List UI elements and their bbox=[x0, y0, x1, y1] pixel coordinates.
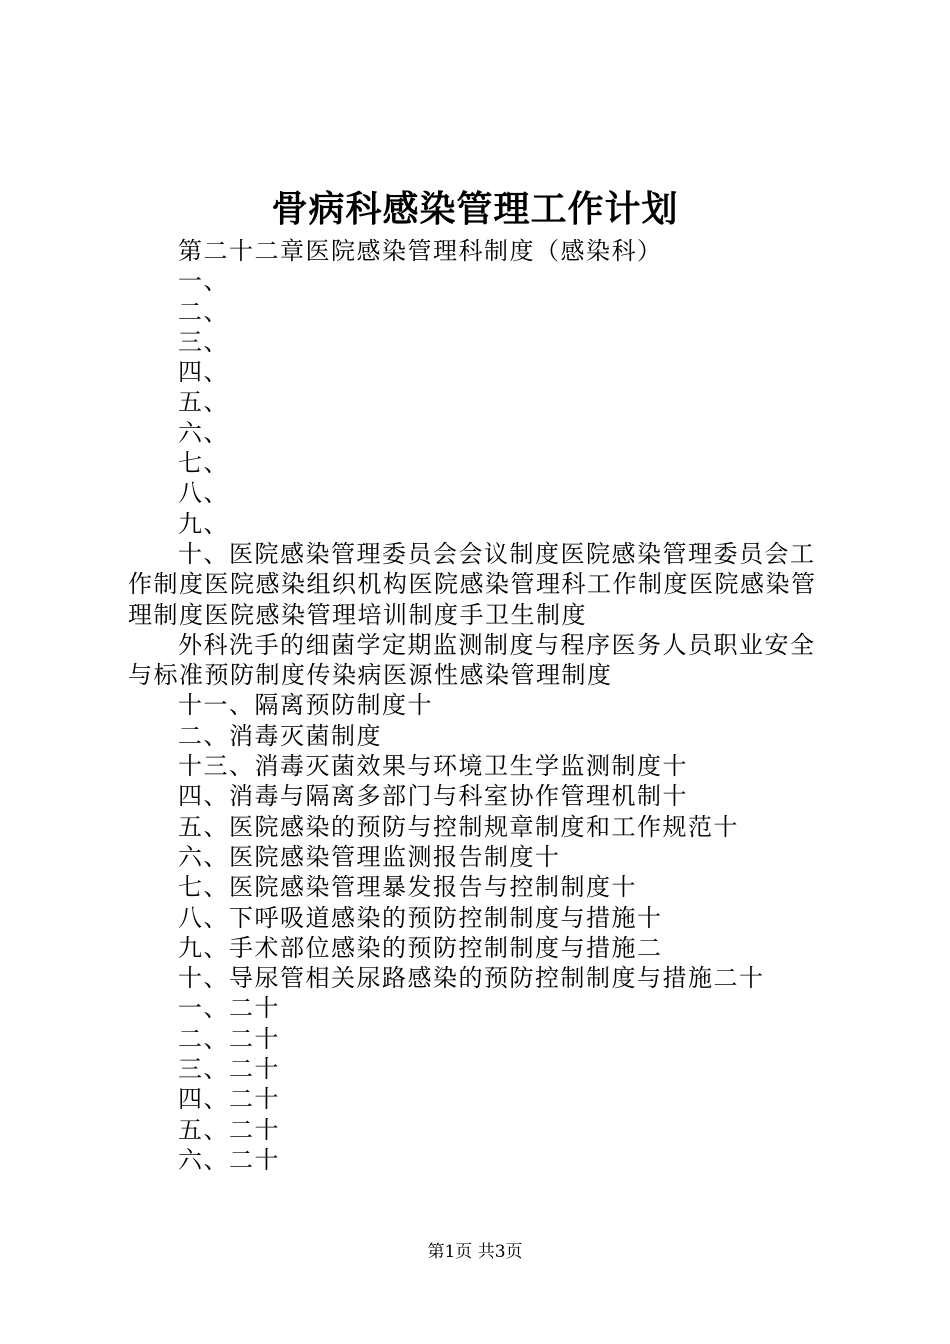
paragraph: 九、 bbox=[178, 509, 229, 538]
page-footer: 第1页 共3页 bbox=[427, 1242, 523, 1262]
paragraph: 十、医院感染管理委员会会议制度医院感染管理委员会工作制度医院感染组织机构医院感染管理科工作制度医院感染管理制度医院感染管理培训制度手卫生制度 bbox=[128, 539, 817, 629]
paragraph: 五、医院感染的预防与控制规章制度和工作规范十 bbox=[178, 812, 739, 841]
paragraph: 一、 bbox=[178, 267, 229, 296]
paragraph: 四、二十 bbox=[178, 1085, 280, 1114]
paragraph: 七、医院感染管理暴发报告与控制制度十 bbox=[178, 873, 637, 902]
paragraph: 二、 bbox=[178, 297, 229, 326]
paragraph: 四、消毒与隔离多部门与科室协作管理机制十 bbox=[178, 782, 688, 811]
document-title: 骨病科感染管理工作计划 bbox=[271, 188, 679, 230]
paragraph: 二、二十 bbox=[178, 1024, 280, 1053]
paragraph: 六、医院感染管理监测报告制度十 bbox=[178, 842, 561, 871]
paragraph: 九、手术部位感染的预防控制制度与措施二 bbox=[178, 933, 663, 962]
paragraph: 五、 bbox=[178, 388, 229, 417]
paragraph: 五、二十 bbox=[178, 1115, 280, 1144]
paragraph: 一、二十 bbox=[178, 994, 280, 1023]
paragraph: 七、 bbox=[178, 449, 229, 478]
paragraph: 十一、隔离预防制度十 bbox=[178, 691, 433, 720]
paragraph: 八、 bbox=[178, 479, 229, 508]
paragraph: 六、二十 bbox=[178, 1145, 280, 1174]
paragraph: 第二十二章医院感染管理科制度（感染科） bbox=[178, 237, 663, 265]
paragraph: 三、二十 bbox=[178, 1055, 280, 1084]
paragraph: 二、消毒灭菌制度 bbox=[178, 721, 382, 750]
paragraph: 四、 bbox=[178, 358, 229, 387]
paragraph: 八、下呼吸道感染的预防控制制度与措施十 bbox=[178, 903, 663, 932]
document-body bbox=[128, 236, 834, 1175]
paragraph: 三、 bbox=[178, 327, 229, 356]
paragraph: 外科洗手的细菌学定期监测制度与程序医务人员职业安全与标准预防制度传染病医源性感染管理制度 bbox=[128, 630, 816, 690]
paragraph: 十、导尿管相关尿路感染的预防控制制度与措施二十 bbox=[178, 964, 765, 993]
paragraph: 六、 bbox=[178, 418, 229, 447]
paragraph: 十三、消毒灭菌效果与环境卫生学监测制度十 bbox=[178, 752, 688, 781]
